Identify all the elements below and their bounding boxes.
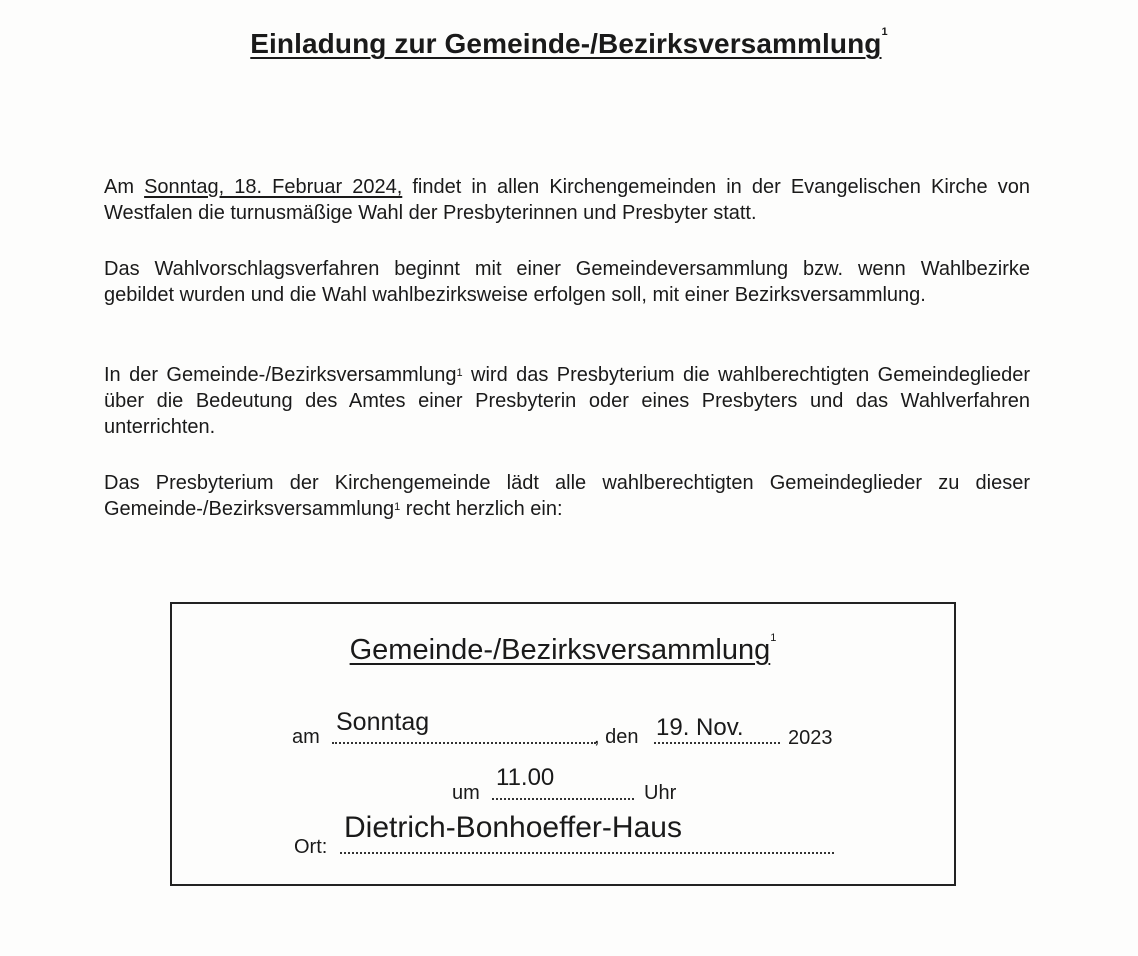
day-value: Sonntag: [336, 708, 430, 736]
box-title: Gemeinde-/Bezirksversammlung$^1$: [349, 632, 777, 666]
assembly-details-box: [170, 602, 956, 886]
document-title: Einladung zur Gemeinde-/Bezirksversammlung$^1$: [250, 26, 888, 59]
paragraph-election-date: Am Sonntag, 18. Februar 2024, findet in allen Kirchengemeinden in der Evangelischen Kirche von Westfalen die turnusmäßige Wahl der Presbyterinnen und Presbyter statt.: [104, 176, 1031, 224]
den-label: , den: [594, 726, 639, 748]
election-date: Sonntag, 18. Februar 2024,: [144, 176, 403, 198]
footnote-marker: 1: [881, 26, 888, 38]
paragraph-assembly-purpose: In der Gemeinde-/Bezirksversammlung$^1$ wird das Presbyterium die wahlberechtigten Gemeindeglieder über die Bedeutung des Amtes einer Presbyterin oder eines Presbyters und das Wahlverfahren unterrichten.: [104, 364, 1030, 438]
footnote-marker: 1: [394, 501, 401, 513]
paragraph-nomination-procedure: Das Wahlvorschlagsverfahren beginnt mit einer Gemeindeversammlung bzw. wenn Wahlbezirke gebildet wurden und die Wahl wahlbezirksweise erfolgen soll, mit einer Bezirksversammlung.: [104, 258, 1030, 306]
paragraph-invitation: Das Presbyterium der Kirchengemeinde lädt alle wahlberechtigten Gemeindeglieder zu dieser Gemeinde-/Bezirksversammlung$^1$ recht herzlich ein:: [104, 472, 1030, 520]
uhr-label: Uhr: [644, 782, 677, 804]
day-dotted-line: [332, 742, 596, 744]
am-label: am: [292, 726, 320, 748]
footnote-marker: 1: [456, 367, 463, 379]
time-value: 11.00: [496, 764, 555, 791]
footnote-marker: 1: [770, 632, 777, 644]
place-value: Dietrich-Bonhoeffer-Haus: [344, 811, 682, 844]
date-dotted-line: [654, 742, 780, 744]
place-dotted-line: [340, 852, 834, 854]
um-label: um: [452, 782, 480, 804]
year-label: 2023: [788, 727, 833, 749]
time-dotted-line: [492, 798, 634, 800]
date-value: 19. Nov.: [656, 714, 744, 741]
ort-label: Ort:: [294, 836, 328, 858]
